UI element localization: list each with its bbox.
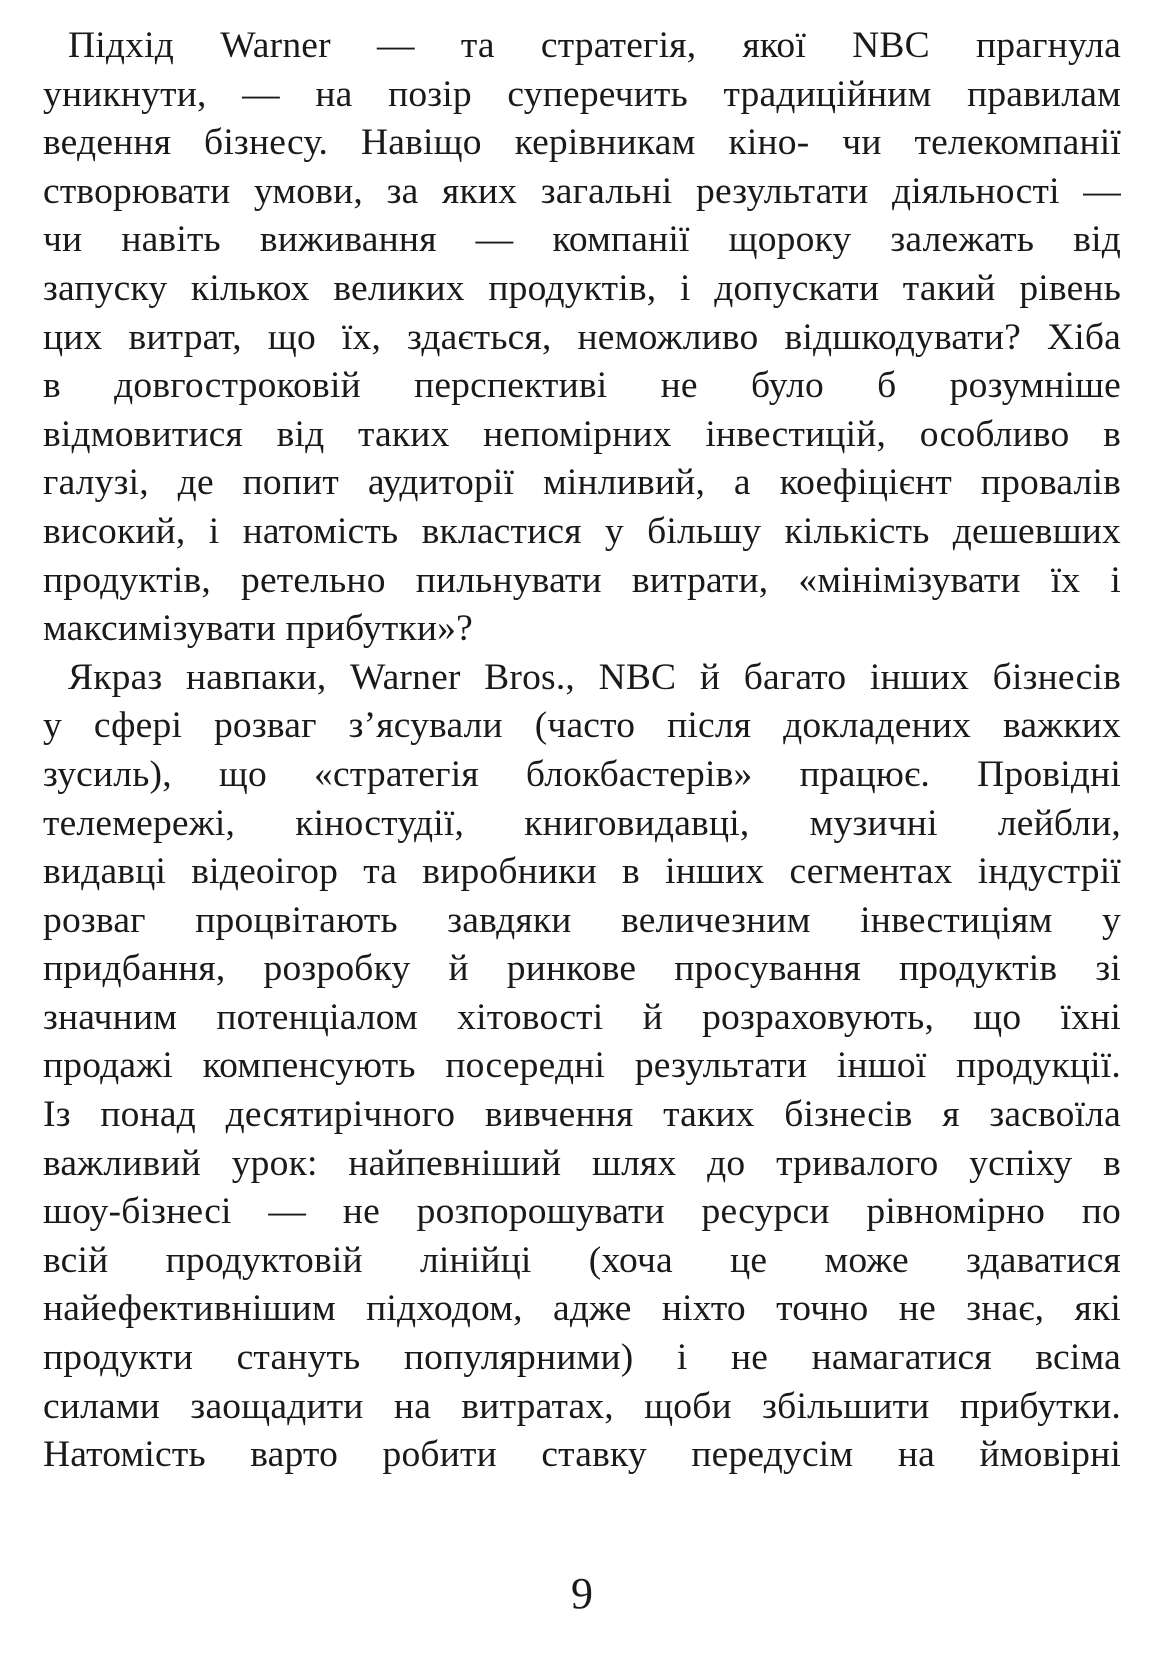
text-line: максимізувати прибутки»?	[43, 608, 473, 650]
paragraph-1	[43, 22, 1121, 654]
text-line: Натомість варто робити ставку передусім на ймовірні	[43, 1434, 1121, 1476]
text-line: в довгостроковій перспективі не було б розумніше	[43, 365, 1121, 407]
text-line: запуску кількох великих продуктів, і допускати такий рівень	[43, 267, 1121, 309]
text-line: телемережі, кіностудії, книговидавці, музичні лейбли,	[43, 802, 1121, 844]
text-line: розваг процвітають завдяки величезним інвестиціям у	[43, 899, 1121, 941]
page-number: 9	[571, 1569, 593, 1618]
text-line: Із понад десятирічного вивчення таких бізнесів я засвоїла	[43, 1094, 1121, 1136]
text-line: продажі компенсують посередні результати іншої продукції.	[43, 1045, 1121, 1087]
text-line: Підхід Warner — та стратегія, якої NBC прагнула	[68, 25, 1121, 66]
text-line: високий, і натомість вкластися у більшу кількість дешевших	[43, 510, 1121, 552]
text-line: продукти стануть популярними) і не намагатися всіма	[43, 1337, 1121, 1379]
text-line: важливий урок: найпевніший шлях до тривалого успіху в	[43, 1142, 1121, 1184]
text-line: у сфері розваг з’ясували (часто після докладених важких	[43, 705, 1121, 747]
text-line: всій продуктовій лінійці (хоча це може здаватися	[43, 1239, 1121, 1281]
text-line: придбання, розробку й ринкове просування продуктів зі	[43, 948, 1121, 990]
text-line: значним потенціалом хітовості й розраховують, що їхні	[43, 996, 1121, 1038]
text-line: найефективнішим підходом, адже ніхто точно не знає, які	[43, 1288, 1121, 1330]
body-text	[43, 22, 1121, 1480]
text-line: ведення бізнесу. Навіщо керівникам кіно- чи телекомпанії	[43, 122, 1121, 164]
text-line: видавці відеоігор та виробники в інших сегментах індустрії	[43, 851, 1121, 893]
paragraph-2	[43, 654, 1121, 1480]
text-line: відмовитися від таких непомірних інвестицій, особливо в	[43, 413, 1121, 455]
text-line: продуктів, ретельно пильнувати витрати, «мінімізувати їх і	[43, 559, 1121, 601]
text-line: Якраз навпаки, Warner Bros., NBC й багато інших бізнесів	[68, 656, 1121, 698]
text-line: галузі, де попит аудиторії мінливий, а коефіцієнт провалів	[43, 462, 1121, 504]
text-line: чи навіть виживання — компанії щороку залежать від	[43, 219, 1121, 261]
text-line: цих витрат, що їх, здається, неможливо відшкодувати? Хіба	[43, 316, 1121, 358]
text-line: зусиль), що «стратегія блокбастерів» працює. Провідні	[43, 753, 1121, 795]
text-line: створювати умови, за яких загальні результати діяльності —	[43, 170, 1121, 212]
text-line: силами заощадити на витратах, щоби збільшити прибутки.	[43, 1385, 1121, 1427]
text-line: шоу-бізнесі — не розпорошувати ресурси рівномірно по	[43, 1191, 1121, 1233]
text-line: уникнути, — на позір суперечить традиційним правилам	[43, 73, 1121, 115]
